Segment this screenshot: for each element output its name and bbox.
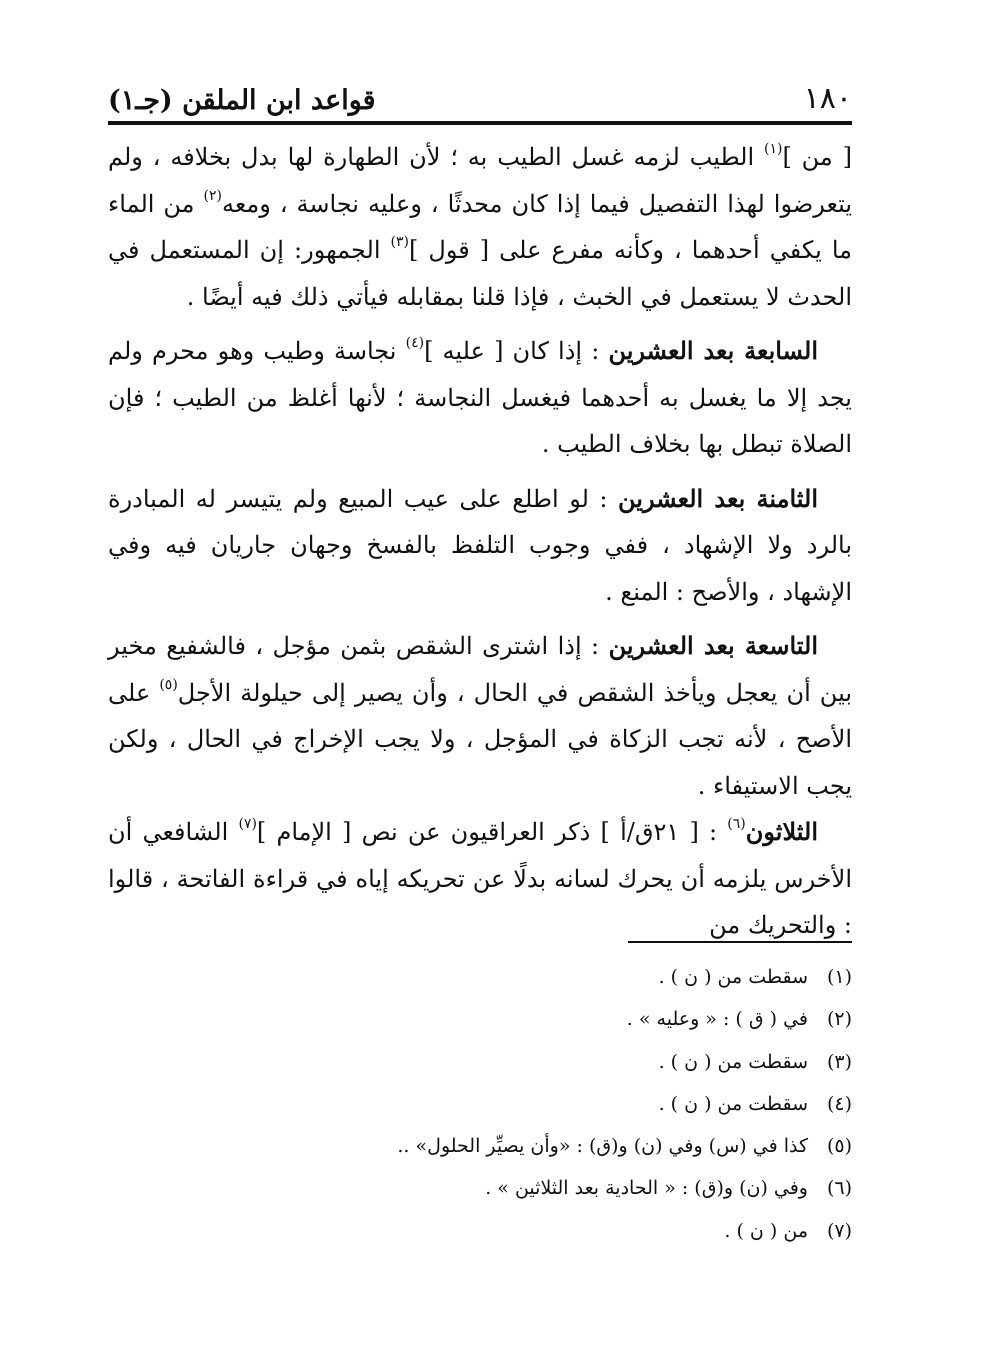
text-run: من الماء ما يكفي أحدهما ، وكأنه مفرع على [ قول ] — [108, 189, 852, 264]
paragraph — [108, 623, 852, 809]
text-run: على الأصح ، لأنه تجب الزكاة في المؤجل ، ولا يجب الإخراج في الحال ، ولكن يجب الاستيفاء . — [108, 678, 852, 800]
header-rule — [108, 121, 852, 125]
footnote-text: سقطت من ( ن ) . — [658, 1092, 808, 1115]
footnote — [300, 1125, 852, 1167]
footnote-number: (٣) — [826, 1050, 852, 1073]
text-run: [ من ] — [782, 143, 853, 171]
book-title: قواعد ابن الملقن (جـ١) — [108, 85, 376, 116]
footnote — [300, 1041, 852, 1083]
text-run: : إذا اشترى الشقص بثمن مؤجل ، فالشفيع مخير بين أن يعجل ويأخذ الشقص في الحال ، وأن يصير إلى حيلولة الأجل — [108, 632, 852, 707]
footnote-number: (٥) — [826, 1135, 852, 1158]
footnote-ref: (٢) — [203, 187, 222, 204]
text-run: : لو اطلع على عيب المبيع ولم يتيسر له المبادرة بالرد ولا الإشهاد ، ففي وجوب التلفظ بالفسخ وجهان جاريان فيه وفي الإشهاد ، والأصح : المنع . — [108, 484, 852, 606]
footnote — [300, 998, 852, 1040]
footnote-ref: (٣) — [390, 234, 409, 250]
footnote-number: (٤) — [826, 1092, 852, 1115]
rule-heading: الثلاثون — [745, 817, 818, 846]
footnote-text: كذا في (س) وفي (ن) و(ق) : «وأن يصيِّر الحلول» .. — [397, 1135, 808, 1158]
footnote-ref: (٥) — [159, 676, 178, 693]
text-run: الجمهور: إن المستعمل في الحدث لا يستعمل في الخبث ، فإذا قلنا بمقابله فيأتي ذلك فيه أيضًا . — [108, 236, 852, 311]
text-run: : [ ٢١ق/أ ] ذكر العراقيون عن نص [ الإمام ] — [256, 818, 728, 846]
footnote — [300, 1083, 852, 1125]
body-text — [108, 134, 852, 949]
running-head — [108, 72, 852, 116]
footnote — [300, 956, 852, 998]
paragraph — [108, 809, 852, 949]
footnote — [300, 1210, 852, 1252]
text-run: الشافعي أن الأخرس يلزمه أن يحرك لسانه بدلًا عن تحريكه إياه في قراءة الفاتحة ، قالوا : والتحريك من — [108, 818, 852, 939]
footnote-rule — [628, 941, 852, 943]
rule-heading: الثامنة بعد العشرين — [618, 483, 818, 513]
footnotes-list — [300, 956, 852, 1252]
footnote-text: من ( ن ) . — [724, 1219, 808, 1242]
text-run: نجاسة وطيب وهو محرم ولم يجد إلا ما يغسل به أحدهما فيغسل النجاسة ؛ لأنها أغلظ من الطيب ؛ فإن الصلاة تبطل بها بخلاف الطيب . — [108, 337, 852, 458]
footnote-ref: (٧) — [238, 816, 257, 832]
footnote-number: (٢) — [826, 1008, 852, 1031]
footnote-text: سقطت من ( ن ) . — [658, 1050, 808, 1073]
footnote-number: (٦) — [826, 1177, 852, 1200]
paragraph — [108, 134, 852, 320]
footnote-text: سقطت من ( ن ) . — [658, 966, 808, 988]
footnote-text: وفي (ن) و(ق) : « الحادية بعد الثلاثين » . — [485, 1177, 808, 1200]
rule-heading: السابعة بعد العشرين — [608, 336, 818, 365]
footnote-number: (٧) — [826, 1219, 852, 1242]
footnote-number: (١) — [826, 966, 852, 988]
footnote — [300, 1167, 852, 1209]
footnote-ref: (١) — [763, 141, 783, 157]
footnote-ref: (٦) — [727, 816, 746, 832]
page-number: ١٨٠ — [803, 81, 852, 116]
footnote-ref: (٤) — [405, 335, 425, 351]
rule-heading: التاسعة بعد العشرين — [608, 631, 818, 660]
paragraph — [108, 328, 852, 468]
text-run: الطيب لزمه غسل الطيب به ؛ لأن الطهارة لها بدل بخلافه ، ولم يتعرضوا لهذا التفصيل فيما إذا كان محدثًا ، وعليه نجاسة ، ومعه — [108, 143, 852, 218]
footnote-text: في ( ق ) : « وعليه » . — [626, 1008, 808, 1031]
paragraph — [108, 476, 852, 616]
text-run: : إذا كان [ عليه ] — [424, 337, 609, 365]
